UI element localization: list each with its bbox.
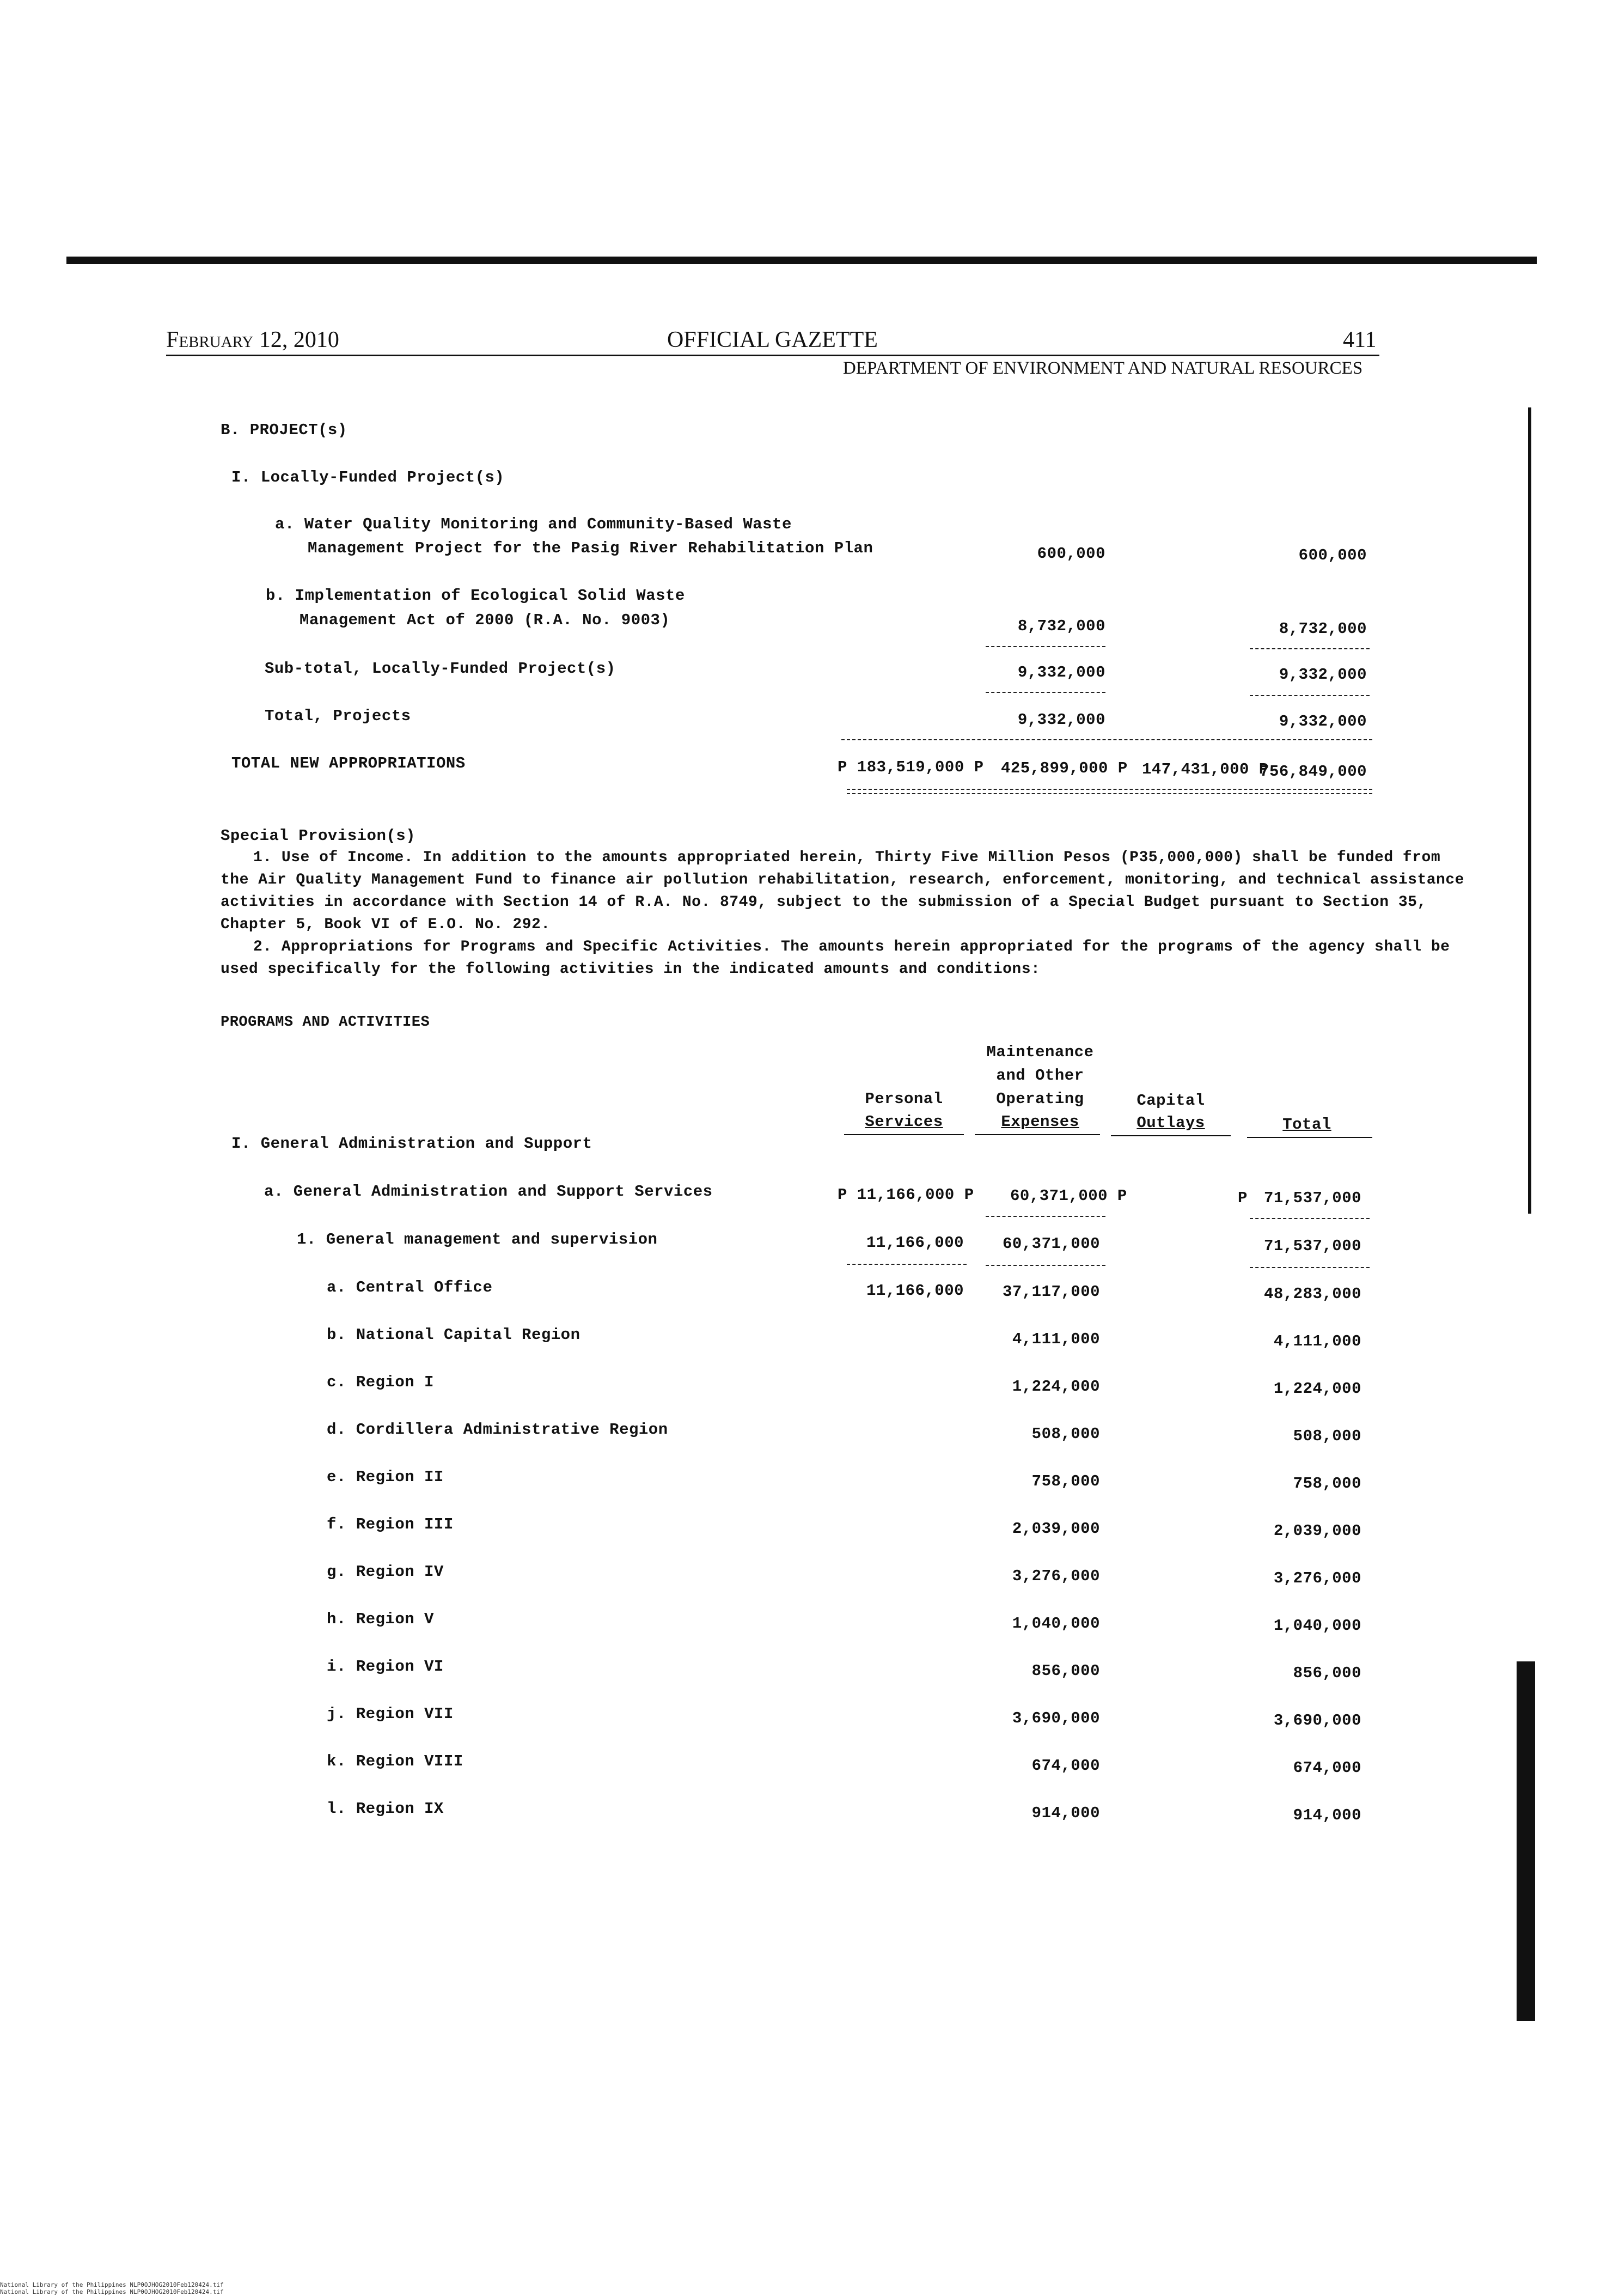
issue-date: February 12, 2010	[166, 327, 339, 352]
provision-2-line2: used specifically for the following activities in the indicated amounts and conditions:	[221, 961, 1041, 978]
provision-1-line3: activities in accordance with Section 14 of R.A. No. 8749, subject to the submission of a Special Budget pursuant to Section 35,	[221, 894, 1427, 911]
office-label: f. Region III	[327, 1515, 454, 1533]
provision-1-line1: 1. Use of Income. In addition to the amounts appropriated herein, Thirty Five Million Pesos (P35,000,000) shall be funded from	[253, 849, 1441, 866]
gas-total-rule	[1250, 1218, 1370, 1219]
office-total: 1,040,000	[1273, 1617, 1361, 1635]
programs-heading: PROGRAMS AND ACTIVITIES	[221, 1014, 430, 1031]
gms-total: 71,537,000	[1263, 1237, 1361, 1255]
office-total: 914,000	[1293, 1806, 1361, 1824]
office-label: g. Region IV	[327, 1563, 444, 1581]
project-a-line1: a. Water Quality Monitoring and Community-Based Waste	[275, 515, 792, 533]
office-label: j. Region VII	[327, 1705, 454, 1723]
office-total: 856,000	[1293, 1664, 1361, 1682]
locally-funded-heading: I. Locally-Funded Project(s)	[231, 468, 505, 486]
gms-total-rule	[1250, 1267, 1370, 1268]
gms-moe: 60,371,000	[1002, 1235, 1100, 1253]
office-total: 1,224,000	[1273, 1380, 1361, 1398]
office-row	[0, 1421, 1607, 1445]
office-total: 48,283,000	[1263, 1285, 1361, 1303]
gazette-title: OFFICIAL GAZETTE	[667, 327, 878, 352]
office-moe: 4,111,000	[1012, 1330, 1100, 1348]
office-row	[0, 1278, 1607, 1303]
office-label: c. Region I	[327, 1373, 434, 1391]
col-header-rule-total	[1247, 1137, 1372, 1138]
office-row	[0, 1752, 1607, 1777]
office-row	[0, 1705, 1607, 1727]
gas-ps: P 11,166,000 P	[838, 1186, 974, 1204]
office-label: a. Central Office	[327, 1278, 493, 1296]
office-moe: 674,000	[1031, 1757, 1100, 1775]
office-row	[0, 1800, 1607, 1822]
total-new-ps: P 183,519,000 P	[838, 758, 984, 776]
provision-1-line2: the Air Quality Management Fund to finance air pollution rehabilitation, research, enforcement, monitoring, and technical assistance	[221, 872, 1464, 888]
col-moe-line4: Expenses	[1001, 1113, 1079, 1131]
office-row	[0, 1515, 1607, 1540]
office-total: 2,039,000	[1273, 1522, 1361, 1540]
total-projects-label: Total, Projects	[265, 707, 411, 725]
scan-footer-line2: National Library of the Philippines NLP0OJHOG2010Feb120424.tif	[0, 2288, 224, 2295]
gas-total-p: P	[1238, 1189, 1248, 1207]
subtotal-moe: 9,332,000	[1017, 663, 1105, 681]
office-total: 508,000	[1293, 1427, 1361, 1445]
office-moe: 1,040,000	[1012, 1615, 1100, 1633]
office-label: i. Region VI	[327, 1658, 444, 1676]
department-name: DEPARTMENT OF ENVIRONMENT AND NATURAL RESOURCES	[843, 358, 1363, 378]
col-moe-line2: and Other	[996, 1067, 1084, 1085]
page-number: 411	[1343, 327, 1377, 352]
total-new-label: TOTAL NEW APPROPRIATIONS	[231, 754, 466, 772]
office-total: 4,111,000	[1273, 1332, 1361, 1350]
office-label: h. Region V	[327, 1610, 434, 1628]
project-a-moe: 600,000	[1037, 545, 1105, 563]
office-label: k. Region VIII	[327, 1752, 463, 1770]
office-moe: 2,039,000	[1012, 1520, 1100, 1538]
total-new-total: 756,849,000	[1260, 763, 1367, 781]
project-b-moe-rule	[986, 646, 1105, 647]
office-moe: 856,000	[1031, 1662, 1100, 1680]
col-co-line1: Capital	[1136, 1092, 1205, 1110]
total-projects-rules	[841, 739, 1372, 740]
office-label: b. National Capital Region	[327, 1326, 581, 1344]
special-provisions-heading: Special Provision(s)	[221, 827, 416, 845]
col-ps-line2: Services	[865, 1113, 943, 1131]
col-moe-line1: Maintenance	[986, 1043, 1094, 1061]
subtotal-total: 9,332,000	[1279, 666, 1367, 684]
office-moe: 3,690,000	[1012, 1709, 1100, 1727]
col-header-rule-ps	[844, 1134, 964, 1135]
col-header-rule-moe	[975, 1134, 1100, 1135]
header-rule	[166, 355, 1379, 356]
office-moe: 508,000	[1031, 1425, 1100, 1443]
office-moe: 758,000	[1031, 1472, 1100, 1490]
provision-2-line1: 2. Appropriations for Programs and Specific Activities. The amounts herein appropriated for the programs of the agency shall be	[253, 939, 1450, 955]
provision-1-line4: Chapter 5, Book VI of E.O. No. 292.	[221, 916, 551, 933]
office-ps: 11,166,000	[866, 1282, 964, 1300]
office-total: 3,276,000	[1273, 1569, 1361, 1587]
gms-ps-rule	[847, 1264, 967, 1265]
office-label: e. Region II	[327, 1468, 444, 1486]
project-b-total-rule	[1250, 648, 1370, 649]
col-co-line2: Outlays	[1136, 1114, 1205, 1132]
subtotal-moe-rule	[986, 692, 1105, 693]
office-row	[0, 1658, 1607, 1682]
gms-ps: 11,166,000	[866, 1234, 964, 1252]
gas-label: a. General Administration and Support Services	[264, 1183, 713, 1201]
office-moe: 914,000	[1031, 1804, 1100, 1822]
office-row	[0, 1468, 1607, 1493]
office-total: 674,000	[1293, 1759, 1361, 1777]
project-a-line2: Management Project for the Pasig River Rehabilitation Plan	[308, 539, 873, 557]
projects-heading: B. PROJECT(s)	[221, 421, 347, 439]
subtotal-label: Sub-total, Locally-Funded Project(s)	[265, 660, 616, 678]
office-moe: 3,276,000	[1012, 1567, 1100, 1585]
scan-top-border	[66, 257, 1537, 264]
gas-total: 71,537,000	[1263, 1189, 1361, 1207]
total-new-co: 147,431,000 P	[1142, 760, 1269, 778]
gms-label: 1. General management and supervision	[297, 1231, 658, 1249]
col-total-header: Total	[1282, 1116, 1331, 1134]
subtotal-total-rule	[1250, 695, 1370, 696]
project-b-total: 8,732,000	[1279, 620, 1367, 638]
col-header-rule-co	[1111, 1135, 1231, 1136]
office-label: l. Region IX	[327, 1800, 444, 1818]
scan-right-bar	[1528, 407, 1531, 1214]
total-projects-moe: 9,332,000	[1017, 711, 1105, 729]
office-row	[0, 1326, 1607, 1348]
office-moe: 37,117,000	[1002, 1283, 1100, 1301]
project-a-total: 600,000	[1298, 546, 1367, 564]
gms-moe-rule	[986, 1265, 1105, 1266]
project-b-line2: Management Act of 2000 (R.A. No. 9003)	[300, 611, 670, 629]
section-gas-heading: I. General Administration and Support	[231, 1135, 592, 1153]
gas-moe: 60,371,000 P	[1010, 1187, 1127, 1205]
office-moe: 1,224,000	[1012, 1378, 1100, 1396]
scan-footer-line1: National Library of the Philippines NLP0OJHOG2010Feb120424.tif	[0, 2281, 224, 2288]
office-row	[0, 1373, 1607, 1398]
gas-moe-rule	[986, 1216, 1105, 1217]
office-total: 758,000	[1293, 1475, 1361, 1493]
office-row	[0, 1610, 1607, 1635]
office-row	[0, 1563, 1607, 1585]
office-total: 3,690,000	[1273, 1712, 1361, 1729]
col-ps-line1: Personal	[865, 1090, 943, 1108]
project-b-line1: b. Implementation of Ecological Solid Waste	[266, 587, 685, 605]
office-label: d. Cordillera Administrative Region	[327, 1421, 668, 1439]
total-new-moe: 425,899,000 P	[1001, 759, 1128, 777]
total-new-double-rule	[847, 789, 1372, 794]
col-moe-line3: Operating	[996, 1090, 1084, 1108]
total-projects-total: 9,332,000	[1279, 712, 1367, 730]
project-b-moe: 8,732,000	[1017, 617, 1105, 635]
